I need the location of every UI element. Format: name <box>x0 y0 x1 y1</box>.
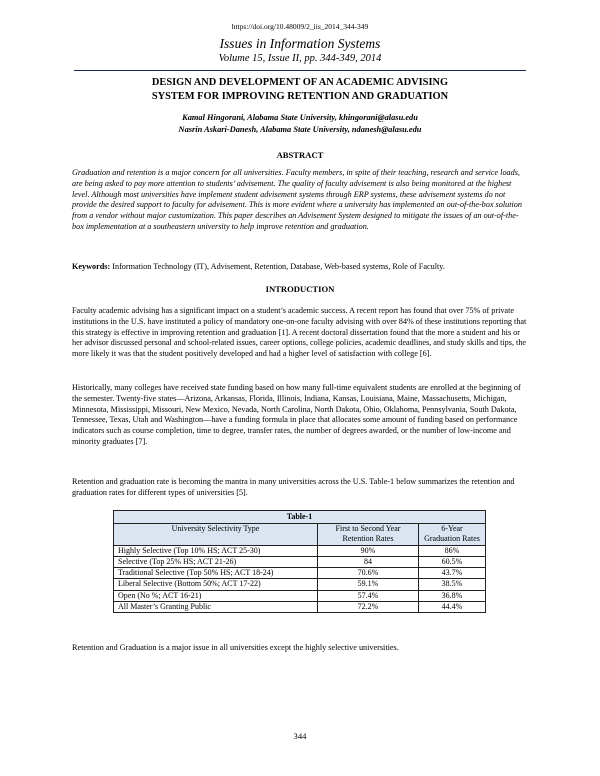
row-retention: 57.4% <box>318 590 419 601</box>
retention-header-line-1: First to Second Year <box>335 524 401 533</box>
row-type: Traditional Selective (Top 50% HS; ACT 18-24) <box>114 568 318 579</box>
row-graduation: 43.7% <box>419 568 486 579</box>
doi-link[interactable]: https://doi.org/10.48009/2_iis_2014_344-349 <box>231 22 369 31</box>
retention-header-line-2: Retention Rates <box>342 534 394 544</box>
volume-info: Volume 15, Issue II, pp. 344-349, 2014 <box>218 53 382 64</box>
row-graduation: 38.5% <box>419 579 486 590</box>
intro-paragraph-4: Retention and Graduation is a major issue in all universities except the highly selective universities. <box>72 643 399 652</box>
table-header-type: University Selectivity Type <box>114 524 318 546</box>
header-divider <box>74 70 526 71</box>
table-header-row <box>114 524 486 546</box>
row-type: Open (No %; ACT 16-21) <box>114 590 318 601</box>
row-type: Liberal Selective (Bottom 50%; ACT 17-22) <box>114 579 318 590</box>
author-1: Kamal Hingorani, Alabama State University, khingorani@alasu.edu <box>182 113 418 122</box>
graduation-header-line-1: 6-Year <box>441 524 463 533</box>
table-header-retention <box>318 524 419 546</box>
abstract-heading: ABSTRACT <box>276 150 324 160</box>
paper-title <box>70 76 530 104</box>
table-caption: Table-1 <box>114 511 486 524</box>
table-row <box>114 568 486 579</box>
table-header-graduation <box>419 524 486 546</box>
row-type: All Master’s Granting Public <box>114 602 318 613</box>
page-number: 344 <box>293 731 307 741</box>
table-row <box>114 545 486 556</box>
table-row <box>114 579 486 590</box>
row-retention: 70.6% <box>318 568 419 579</box>
table-row <box>114 556 486 567</box>
row-graduation: 36.8% <box>419 590 486 601</box>
author-block <box>70 112 530 135</box>
title-line-1: DESIGN AND DEVELOPMENT OF AN ACADEMIC ADVISING <box>151 77 449 88</box>
title-line-2: SYSTEM FOR IMPROVING RETENTION AND GRADUATION <box>151 91 449 102</box>
intro-paragraph-1: Faculty academic advising has a significant impact on a student’s academic success. A recent report has found that over 75% of private institutions in the U.S. have instituted a policy of mandatory one-on-one faculty advising with over 84% of these institutions reporting that this strategy is effective in improving retention and graduation [1]. A recent doctoral dissertation found that the more a student and his or her advisor discussed personal and school-related issues, career options, college policies, academic deadlines, and study skills and tips, the more likely it was that the student positively developed and had a higher level of satisfaction with college [6]. <box>72 306 527 359</box>
introduction-heading: INTRODUCTION <box>265 284 335 294</box>
row-retention: 84 <box>318 556 419 567</box>
row-retention: 90% <box>318 545 419 556</box>
row-graduation: 86% <box>419 545 486 556</box>
row-retention: 59.1% <box>318 579 419 590</box>
graduation-header-line-2: Graduation Rates <box>424 534 480 544</box>
row-type: Highly Selective (Top 10% HS; ACT 25-30) <box>114 545 318 556</box>
row-retention: 72.2% <box>318 602 419 613</box>
author-2: Nasrin Askari-Danesh, Alabama State University, ndanesh@alasu.edu <box>178 124 422 134</box>
row-type: Selective (Top 25% HS; ACT 21-26) <box>114 556 318 567</box>
table-row <box>114 602 486 613</box>
journal-name: Issues in Information Systems <box>219 36 381 51</box>
row-graduation: 44.4% <box>419 602 486 613</box>
abstract-text: Graduation and retention is a major concern for all universities. Faculty members, in spite of their teaching, research and service loads, are being asked to pay more attention to students’ advisement. The quality of faculty advisement is also being monitored at the highest level. Although most universities have implement student advisement systems through ERP systems, these advisement systems do not provide the desired support to faculty for advisement. This is more evident where a university has implemented an out-of-the-box solution from a vendor without major customization. This paper describes an Advisement System designed to mitigate the issues of an out-of-the-box implementation at a southeastern university to help improve retention and graduation. <box>72 168 522 231</box>
row-graduation: 60.5% <box>419 556 486 567</box>
keywords <box>72 262 542 273</box>
keywords-label: Keywords: <box>72 262 111 271</box>
table-1 <box>113 510 486 613</box>
table-row <box>114 590 486 601</box>
intro-paragraph-2: Historically, many colleges have received state funding based on how many full-time equivalent students are enrolled at the beginning of the semester. Twenty-five states—Arizona, Arkansas, Florida, Illinois, Indiana, Kansas, Louisiana, Maine, Massachusetts, Michigan, Minnesota, Mississippi, Missouri, New Mexico, Nevada, North Carolina, North Dakota, Ohio, Oklahoma, Pennsylvania, South Dakota, Tennessee, Texas, Utah and Washington—have a funding formula in place that allocates some amount of funding based on performance indicators such as course completion, time to degree, transfer rates, the number of degrees awarded, or the number of low-income and minority graduates [7]. <box>72 383 521 446</box>
intro-paragraph-3: Retention and graduation rate is becoming the mantra in many universities across the U.S. Table-1 below summarizes the retention and graduation rates for different types of universities [5]. <box>72 477 515 497</box>
keywords-text: Information Technology (IT), Advisement, Retention, Database, Web-based systems, Role of Faculty. <box>112 262 445 271</box>
